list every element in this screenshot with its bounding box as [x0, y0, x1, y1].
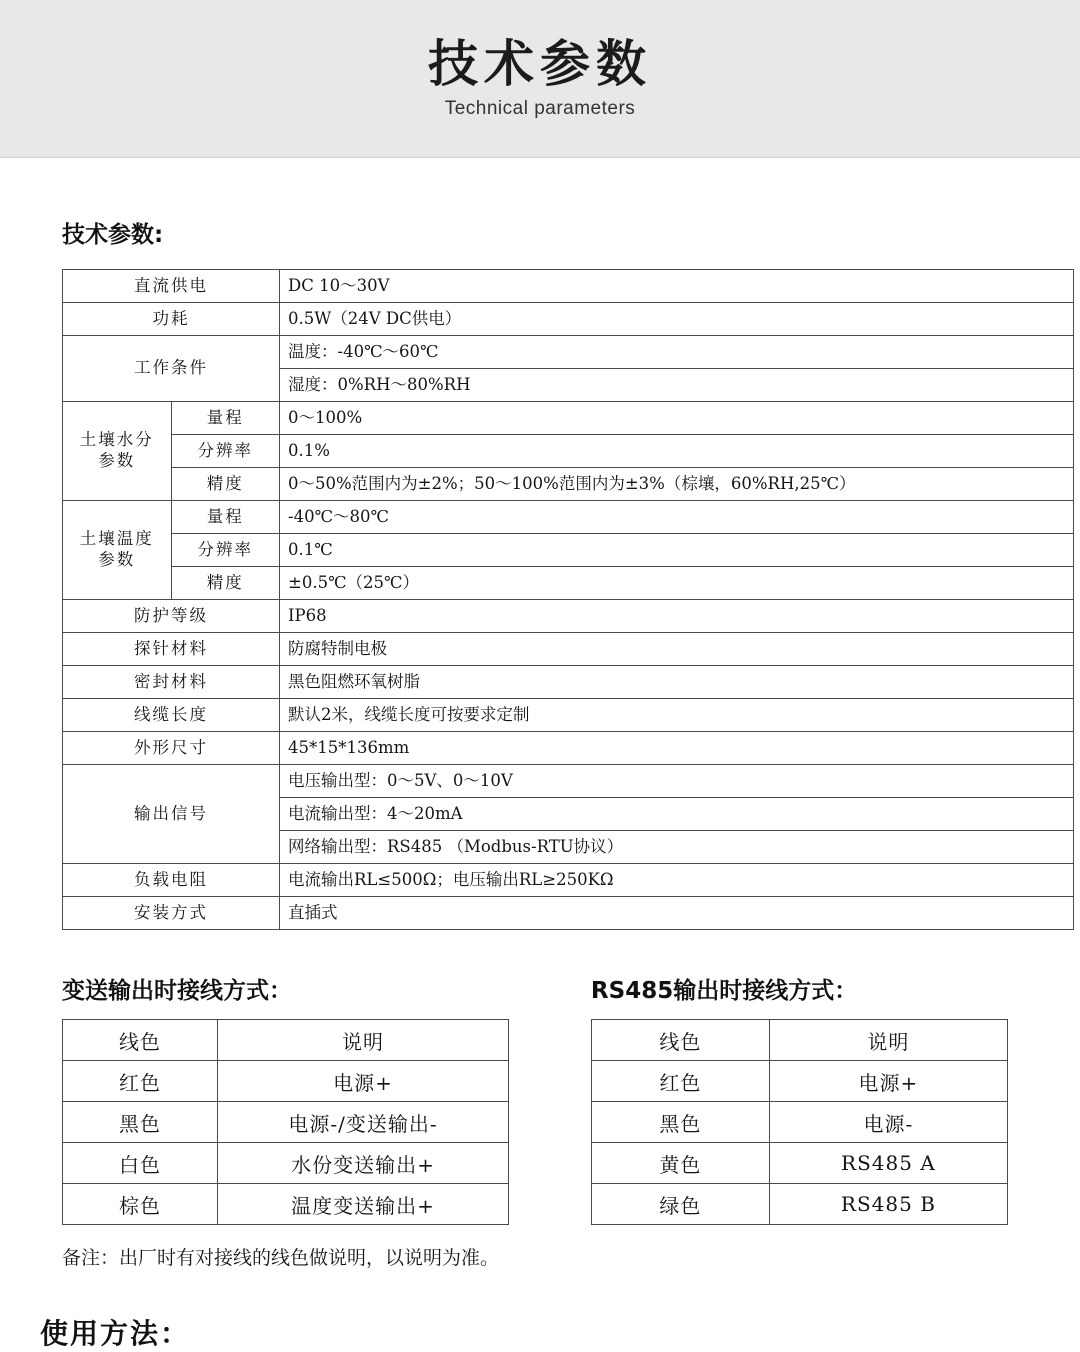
spec-value: DC 10～30V [280, 270, 1074, 303]
spec-value: IP68 [280, 600, 1074, 633]
spec-label: 防护等级 [63, 600, 280, 633]
wire-color: 黑色 [63, 1102, 218, 1143]
table-row [63, 633, 1074, 666]
spec-label: 负载电阻 [63, 864, 280, 897]
wire-desc: 电源+ [218, 1061, 509, 1102]
wire-color: 绿色 [591, 1184, 769, 1225]
spec-value: -40℃～80℃ [280, 501, 1074, 534]
spec-label: 安装方式 [63, 897, 280, 930]
column-header-color: 线色 [591, 1020, 769, 1061]
spec-value: ±0.5℃（25℃） [280, 567, 1074, 600]
wiring-transmit-title: 变送输出时接线方式： [62, 978, 292, 1004]
wire-color: 红色 [63, 1061, 218, 1102]
table-row [591, 1143, 1007, 1184]
spec-sublabel: 精度 [171, 567, 280, 600]
table-row [63, 402, 1074, 435]
spec-value: 0.1% [280, 435, 1074, 468]
spec-value: 0.1℃ [280, 534, 1074, 567]
spec-value: 防腐特制电极 [280, 633, 1074, 666]
spec-label: 线缆长度 [63, 699, 280, 732]
table-row [63, 897, 1074, 930]
wiring-note: 备注：出厂时有对接线的线色做说明，以说明为准。 [62, 1247, 500, 1269]
spec-sublabel: 量程 [171, 402, 280, 435]
spec-value: 电流输出RL≤500Ω；电压输出RL≥250KΩ [280, 864, 1074, 897]
table-row [63, 1143, 509, 1184]
usage-section-heading: 使用方法： [40, 1317, 191, 1350]
table-row [591, 1061, 1007, 1102]
column-header-desc: 说明 [218, 1020, 509, 1061]
spec-label: 直流供电 [63, 270, 280, 303]
column-header-color: 线色 [63, 1020, 218, 1061]
wire-desc: 电源+ [769, 1061, 1007, 1102]
table-row [63, 468, 1074, 501]
spec-label: 土壤水分参数 [63, 402, 172, 501]
spec-value: 电流输出型：4～20mA [280, 798, 1074, 831]
table-header-row [63, 1020, 509, 1061]
spec-value: 湿度：0%RH～80%RH [280, 369, 1074, 402]
specifications-table [62, 269, 1074, 930]
table-row [63, 732, 1074, 765]
wire-desc: RS485 A [769, 1143, 1007, 1184]
table-row [63, 1061, 509, 1102]
table-row [63, 1184, 509, 1225]
table-row [63, 501, 1074, 534]
table-row [63, 270, 1074, 303]
wire-desc: 水份变送输出+ [218, 1143, 509, 1184]
table-row [63, 666, 1074, 699]
table-row [63, 699, 1074, 732]
wiring-section [62, 972, 1040, 1225]
table-row [591, 1102, 1007, 1143]
spec-label: 功耗 [63, 303, 280, 336]
column-header-desc: 说明 [769, 1020, 1007, 1061]
table-row [63, 864, 1074, 897]
spec-value: 0～50%范围内为±2%；50～100%范围内为±3%（棕壤，60%RH,25℃） [280, 468, 1074, 501]
spec-sublabel: 精度 [171, 468, 280, 501]
page-banner [0, 0, 1080, 158]
spec-label: 密封材料 [63, 666, 280, 699]
spec-label: 输出信号 [63, 765, 280, 864]
spec-value: 电压输出型：0～5V、0～10V [280, 765, 1074, 798]
wire-color: 黄色 [591, 1143, 769, 1184]
table-row [63, 534, 1074, 567]
spec-label: 外形尺寸 [63, 732, 280, 765]
wire-color: 白色 [63, 1143, 218, 1184]
wire-color: 黑色 [591, 1102, 769, 1143]
wiring-transmit-block [62, 972, 572, 1225]
spec-value: 网络输出型：RS485 （Modbus-RTU协议） [280, 831, 1074, 864]
spec-value: 默认2米，线缆长度可按要求定制 [280, 699, 1074, 732]
table-row [591, 1184, 1007, 1225]
spec-sublabel: 量程 [171, 501, 280, 534]
spec-value: 温度：-40℃～60℃ [280, 336, 1074, 369]
spec-value: 0.5W（24V DC供电） [280, 303, 1074, 336]
page-content [0, 216, 1080, 1270]
wiring-rs485-title: RS485输出时接线方式： [590, 978, 858, 1004]
spec-value: 直插式 [280, 897, 1074, 930]
table-row [63, 600, 1074, 633]
spec-value: 0～100% [280, 402, 1074, 435]
table-row [63, 303, 1074, 336]
spec-value: 黑色阻燃环氧树脂 [280, 666, 1074, 699]
page-subtitle: Technical parameters [444, 98, 636, 119]
wiring-rs485-block [572, 972, 1040, 1225]
wire-desc: 温度变送输出+ [218, 1184, 509, 1225]
spec-label: 探针材料 [63, 633, 280, 666]
wiring-transmit-table [62, 1019, 509, 1225]
spec-value: 45*15*136mm [280, 732, 1074, 765]
spec-section-heading: 技术参数: [62, 222, 164, 248]
wiring-rs485-table [591, 1019, 1008, 1225]
table-row [63, 1102, 509, 1143]
page-title: 技术参数 [428, 35, 652, 93]
wire-color: 红色 [591, 1061, 769, 1102]
table-row [63, 765, 1074, 798]
table-row [63, 336, 1074, 369]
spec-label: 土壤温度参数 [63, 501, 172, 600]
wire-color: 棕色 [63, 1184, 218, 1225]
spec-label: 工作条件 [63, 336, 280, 402]
spec-sublabel: 分辨率 [171, 534, 280, 567]
table-row [63, 435, 1074, 468]
table-row [63, 567, 1074, 600]
wire-desc: 电源- [769, 1102, 1007, 1143]
table-header-row [591, 1020, 1007, 1061]
wire-desc: 电源-/变送输出- [218, 1102, 509, 1143]
wire-desc: RS485 B [769, 1184, 1007, 1225]
spec-sublabel: 分辨率 [171, 435, 280, 468]
